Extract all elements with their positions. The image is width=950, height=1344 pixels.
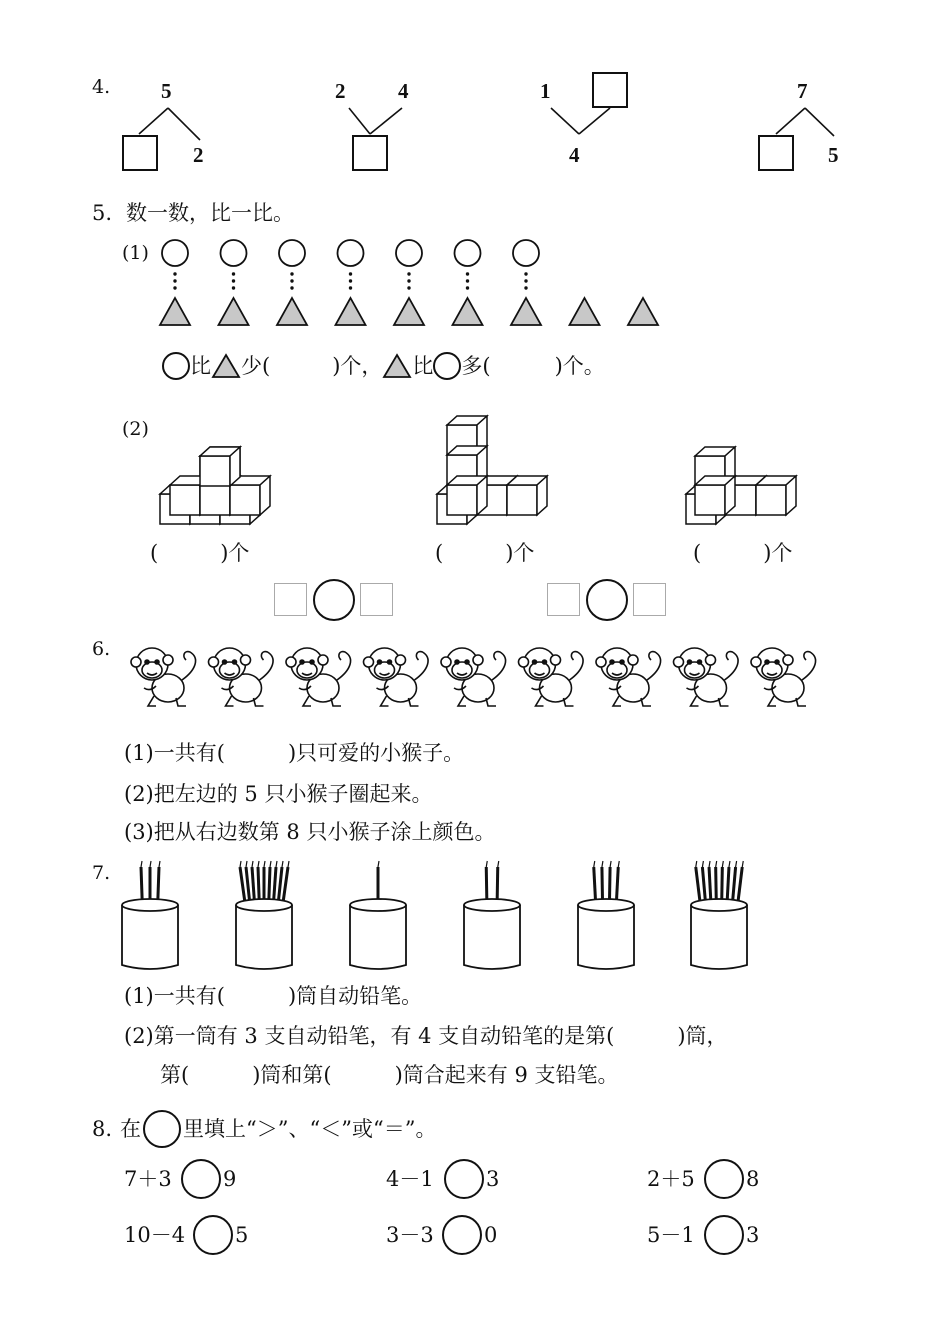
- q8-number: 8.: [92, 1117, 113, 1141]
- q8-item5-left: 3－3: [386, 1223, 434, 1247]
- q5-number: 5.: [92, 201, 113, 225]
- q4-tree4-top: 7: [797, 79, 808, 103]
- q6-line2: (2)把左边的 5 只小猴子圈起来。: [124, 782, 433, 806]
- q5-part2-label: (2): [122, 418, 149, 440]
- q7-line2: (2)第一筒有 3 支自动铅笔，有 4 支自动铅笔的是第( )筒，: [124, 1024, 728, 1048]
- pencil-cup: [122, 861, 178, 969]
- q8-item5-right: 0: [484, 1223, 498, 1247]
- q5-s4: 比: [412, 354, 434, 378]
- q6-number: 6.: [92, 638, 111, 660]
- q4-tree1-right: 2: [193, 143, 204, 167]
- q4-tree4-right: 5: [828, 143, 839, 167]
- q8-item2-circle[interactable]: [444, 1159, 484, 1199]
- q8-instruction: [92, 1110, 436, 1148]
- q8-item2-right: 3: [486, 1167, 500, 1191]
- q7-line3: 第( )筒和第( )筒合起来有 9 支铅笔。: [160, 1063, 619, 1087]
- q5-cube3-close: )个: [763, 541, 793, 565]
- pencil-cup: [578, 861, 634, 969]
- q8-item4-right: 5: [235, 1223, 249, 1247]
- q8-item3-circle[interactable]: [704, 1159, 744, 1199]
- q8-item6-right: 3: [746, 1223, 760, 1247]
- q8-instruction-pre: 在: [120, 1117, 142, 1141]
- pencil-cup: [350, 861, 406, 969]
- pencil-cup: [236, 861, 292, 969]
- q5-s3: )个，: [332, 354, 383, 378]
- q7-line1: (1)一共有( )筒自动铅笔。: [124, 984, 423, 1008]
- q7-number: 7.: [92, 862, 111, 884]
- q4-tree2-right: 4: [398, 79, 409, 103]
- q5-cube3-open: (: [693, 541, 702, 565]
- q8-item3-left: 2＋5: [647, 1167, 695, 1191]
- q8-item6-left: 5－1: [647, 1223, 695, 1247]
- q4-tree3-bottom: 4: [569, 143, 580, 167]
- q6-line1: (1)一共有( )只可爱的小猴子。: [124, 741, 465, 765]
- q8-item3-right: 8: [746, 1167, 760, 1191]
- q5-s2: 少(: [241, 354, 271, 378]
- q5-s1: 比: [190, 354, 211, 378]
- q5-s5: 多(: [461, 354, 491, 378]
- q8-item4-circle[interactable]: [193, 1215, 233, 1255]
- q8-instruction-post: 里填上“＞”、“＜”或“＝”。: [183, 1117, 437, 1141]
- q4-tree1-top: 5: [161, 79, 172, 103]
- q8-item1-left: 7＋3: [124, 1167, 172, 1191]
- pencil-cup: [691, 861, 747, 969]
- q5-title: 数一数，比一比。: [126, 201, 294, 225]
- circle-icon: [143, 1110, 181, 1148]
- pencil-cup: [464, 861, 520, 969]
- q5-cube1-open: (: [150, 541, 159, 565]
- q5-cube2-open: (: [435, 541, 444, 565]
- q8-item5-circle[interactable]: [442, 1215, 482, 1255]
- q8-item6-circle[interactable]: [704, 1215, 744, 1255]
- q6-line3: (3)把从右边数第 8 只小猴子涂上颜色。: [124, 820, 496, 844]
- q4-tree3-left: 1: [540, 79, 551, 103]
- q5-cube1-close: )个: [220, 541, 250, 565]
- q5-s6: )个。: [554, 354, 605, 378]
- q4-tree2-left: 2: [335, 79, 346, 103]
- q5-cube2-close: )个: [505, 541, 535, 565]
- q4-number: 4.: [92, 76, 111, 98]
- q8-item4-left: 10－4: [124, 1223, 186, 1247]
- q8-item1-right: 9: [223, 1167, 237, 1191]
- q8-item2-left: 4－1: [386, 1167, 434, 1191]
- q8-item1-circle[interactable]: [181, 1159, 221, 1199]
- q5-part1-label: (1): [122, 242, 149, 264]
